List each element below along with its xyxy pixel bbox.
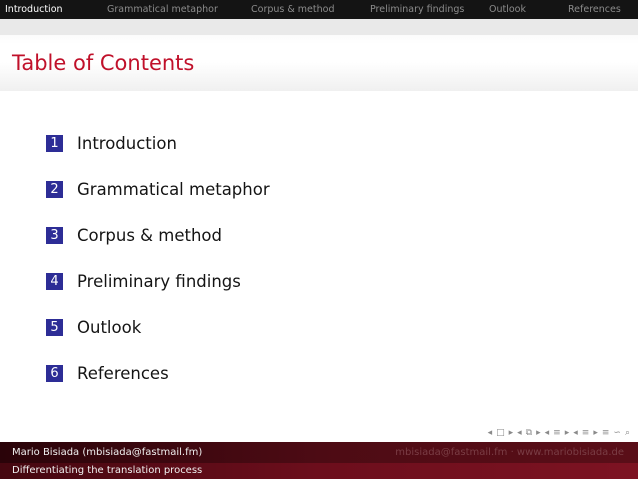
subsection-icon[interactable]: ⧉ [525,428,533,438]
footer [0,442,638,479]
toc-number: 4 [46,273,63,290]
prev-part-icon[interactable]: ◂ [573,428,578,438]
toc-label: References [77,364,169,383]
section-icon[interactable]: ≡ [553,428,561,438]
footer-contact: mbisiada@fastmail.fm · www.mariobisiada.de [395,447,624,458]
nav-item-outlook[interactable]: Outlook [489,4,526,15]
toc-number: 1 [46,135,63,152]
page-title: Table of Contents [12,51,195,75]
zoom-icon[interactable]: ⌕ [624,428,630,438]
next-section-icon[interactable]: ▸ [564,428,570,438]
prev-section-icon[interactable]: ◂ [544,428,550,438]
prev-subsection-icon[interactable]: ◂ [517,428,522,438]
toc-number: 6 [46,365,63,382]
nav-item-preliminary-findings[interactable]: Preliminary findings [370,4,465,15]
toc-label: Outlook [77,318,142,337]
nav-item-references[interactable]: References [568,4,621,15]
toc-number: 2 [46,181,63,198]
nav-item-corpus-method[interactable]: Corpus & method [251,4,335,15]
navigation-bar [0,0,638,19]
toc-item[interactable] [46,364,169,383]
toc-number: 5 [46,319,63,336]
search-loop-icon[interactable]: ∽ [613,428,621,438]
frame-icon[interactable]: □ [496,428,505,438]
toc-item[interactable] [46,318,141,337]
next-frame-icon[interactable]: ▸ [508,428,514,438]
toc-item[interactable] [46,134,177,153]
toc-label: Grammatical metaphor [77,180,270,199]
nav-item-grammatical-metaphor[interactable]: Grammatical metaphor [107,4,218,15]
toc-item[interactable] [46,180,270,199]
next-part-icon[interactable]: ▸ [593,428,598,438]
title-band-shade [0,19,638,35]
footer-title: Differentiating the translation process [12,465,203,476]
footer-author-band [0,442,638,463]
next-subsection-icon[interactable]: ▸ [536,428,541,438]
toc-item[interactable] [46,226,222,245]
footer-author: Mario Bisiada (mbisiada@fastmail.fm) [12,447,203,458]
toc-number: 3 [46,227,63,244]
footer-title-band [0,463,638,479]
toc-item[interactable] [46,272,241,291]
toc-label: Corpus & method [77,226,223,245]
prev-frame-icon[interactable]: ◂ [487,428,493,438]
toc-label: Introduction [77,134,177,153]
nav-item-introduction[interactable]: Introduction [5,4,63,15]
part-icon[interactable]: ≡ [581,428,590,438]
outline-icon[interactable]: ≡ [601,428,610,438]
beamer-navigation-controls [488,428,630,438]
toc-label: Preliminary findings [77,272,241,291]
